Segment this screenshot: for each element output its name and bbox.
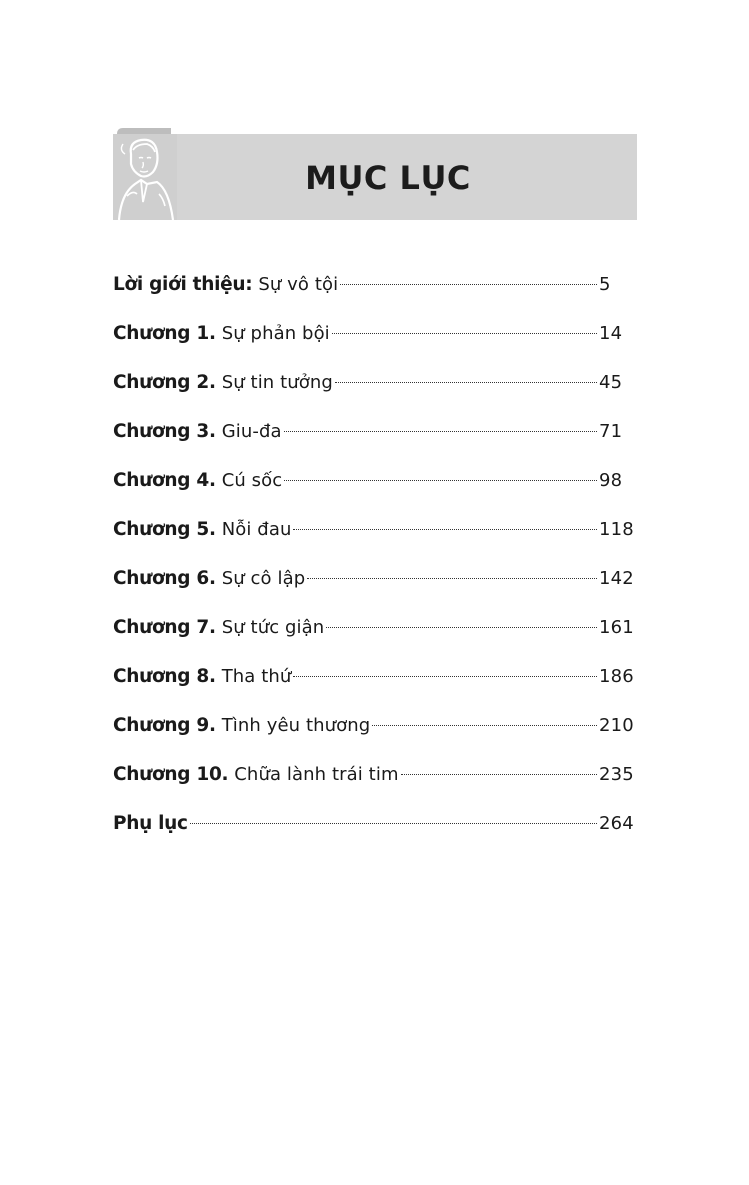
dot-leader	[372, 725, 597, 726]
toc-page-number: 161	[599, 617, 634, 638]
toc-page-number: 14	[599, 323, 623, 344]
toc-page-number: 264	[599, 813, 634, 834]
toc-entry-chapter-6[interactable]	[113, 562, 637, 611]
toc-title: Tình yêu thương	[221, 715, 371, 736]
toc-title: Sự tin tưởng	[221, 372, 333, 393]
toc-title: Sự tức giận	[221, 617, 325, 638]
toc-label: Chương 8.	[113, 666, 216, 687]
dot-leader	[340, 284, 597, 285]
toc-entry-chapter-5[interactable]	[113, 513, 637, 562]
toc-label: Lời giới thiệu:	[113, 274, 253, 295]
toc-page-number: 45	[599, 372, 623, 393]
dot-leader	[335, 382, 597, 383]
toc-entry-appendix[interactable]	[113, 807, 637, 856]
toc-title: Chữa lành trái tim	[234, 764, 399, 785]
toc-page-number: 118	[599, 519, 634, 540]
toc-entry-chapter-4[interactable]	[113, 464, 637, 513]
toc-entry-chapter-2[interactable]	[113, 366, 637, 415]
toc-title: Tha thứ	[221, 666, 292, 687]
toc-label: Chương 5.	[113, 519, 216, 540]
toc-label: Phụ lục	[113, 813, 188, 834]
toc-entry-chapter-7[interactable]	[113, 611, 637, 660]
toc-title: Sự cô lập	[221, 568, 306, 589]
toc-page-number: 5	[599, 274, 611, 295]
dot-leader	[293, 529, 597, 530]
toc-entry-intro[interactable]	[113, 268, 637, 317]
toc-title: Giu-đa	[221, 421, 282, 442]
toc-page-number: 235	[599, 764, 634, 785]
toc-entry-chapter-10[interactable]	[113, 758, 637, 807]
toc-label: Chương 7.	[113, 617, 216, 638]
toc-label: Chương 9.	[113, 715, 216, 736]
page-title: MỤC LỤC	[305, 159, 471, 197]
toc-label: Chương 3.	[113, 421, 216, 442]
toc-page-number: 210	[599, 715, 634, 736]
toc-label: Chương 6.	[113, 568, 216, 589]
toc-label: Chương 10.	[113, 764, 229, 785]
toc-label: Chương 4.	[113, 470, 216, 491]
toc-title: Nỗi đau	[221, 519, 292, 540]
judas-portrait-icon	[113, 124, 177, 220]
toc-entry-chapter-9[interactable]	[113, 709, 637, 758]
dot-leader	[332, 333, 597, 334]
toc-label: Chương 1.	[113, 323, 216, 344]
toc-page-number: 142	[599, 568, 634, 589]
toc-title: Sự phản bội	[221, 323, 330, 344]
toc-page-number: 186	[599, 666, 634, 687]
toc-entry-chapter-1[interactable]	[113, 317, 637, 366]
dot-leader	[401, 774, 597, 775]
toc-entry-chapter-3[interactable]	[113, 415, 637, 464]
toc-entry-chapter-8[interactable]	[113, 660, 637, 709]
toc-page-number: 98	[599, 470, 623, 491]
toc-title: Sự vô tội	[258, 274, 339, 295]
toc-page-number: 71	[599, 421, 623, 442]
dot-leader	[326, 627, 597, 628]
dot-leader	[293, 676, 597, 677]
dot-leader	[190, 823, 597, 824]
table-of-contents	[113, 268, 637, 856]
toc-title: Cú sốc	[221, 470, 283, 491]
toc-label: Chương 2.	[113, 372, 216, 393]
dot-leader	[284, 431, 597, 432]
dot-leader	[307, 578, 597, 579]
dot-leader	[284, 480, 597, 481]
